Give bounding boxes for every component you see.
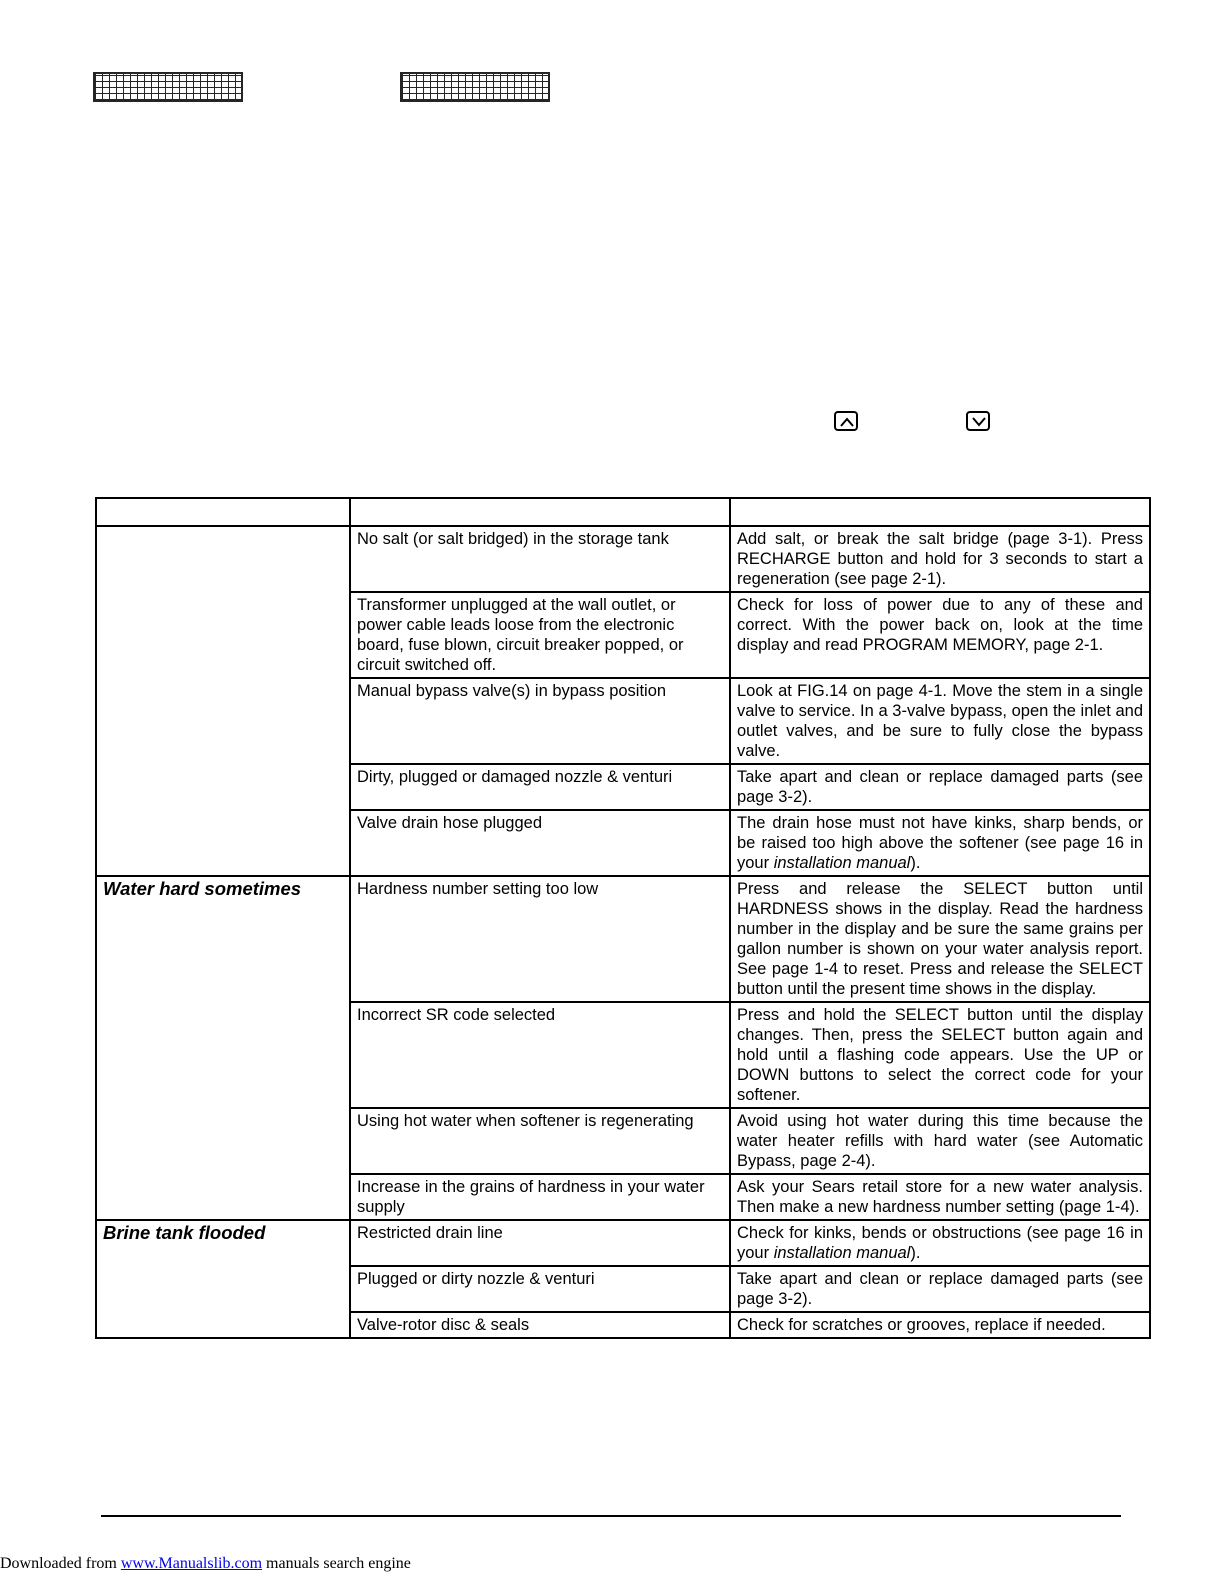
cause-cell: Manual bypass valve(s) in bypass position [350, 678, 730, 764]
remedy-cell: Take apart and clean or replace damaged parts (see page 3-2). [730, 764, 1150, 810]
header-remedy [730, 498, 1150, 526]
manual-reference: installation manual [773, 1244, 911, 1262]
cause-cell: Valve drain hose plugged [350, 810, 730, 876]
manual-reference: installation manual [773, 854, 911, 872]
table-row [96, 1220, 1150, 1266]
manualslib-link[interactable]: www.Manualslib.com [120, 1555, 263, 1572]
remedy-cell: Look at FIG.14 on page 4-1. Move the stem in a single valve to service. In a 3-valve bypass, open the inlet and outlet valves, and be sure to fully close the bypass valve. [730, 678, 1150, 764]
cause-cell: No salt (or salt bridged) in the storage tank [350, 526, 730, 592]
remedy-cell: Take apart and clean or replace damaged parts (see page 3-2). [730, 1266, 1150, 1312]
remedy-text-end: ). [910, 1244, 921, 1262]
cause-cell: Hardness number setting too low [350, 876, 730, 1002]
table-header-row [96, 498, 1150, 526]
remedy-cell: Check for scratches or grooves, replace if needed. [730, 1312, 1150, 1338]
header-cause [350, 498, 730, 526]
hatched-placeholder-box-right [400, 72, 550, 102]
download-note-prefix: Downloaded from [0, 1555, 121, 1572]
download-note-suffix: manuals search engine [262, 1555, 411, 1572]
problem-cell: Brine tank flooded [96, 1220, 350, 1338]
hatched-placeholder-box-left [93, 72, 243, 102]
table-row [96, 526, 1150, 592]
cause-cell: Dirty, plugged or damaged nozzle & venturi [350, 764, 730, 810]
footer-rule [101, 1515, 1121, 1517]
problem-cell [96, 526, 350, 876]
cause-cell: Valve-rotor disc & seals [350, 1312, 730, 1338]
remedy-cell: Add salt, or break the salt bridge (page 3-1). Press RECHARGE button and hold for 3 seconds to start a regeneration (see page 2-1). [730, 526, 1150, 592]
cause-cell: Increase in the grains of hardness in your water supply [350, 1174, 730, 1220]
cause-cell: Restricted drain line [350, 1220, 730, 1266]
cause-cell: Transformer unplugged at the wall outlet, or power cable leads loose from the electronic board, fuse blown, circuit breaker popped, or circuit switched off. [350, 592, 730, 678]
remedy-text: The drain hose must not have kinks, sharp bends, or be raised too high above the softener (see page 16 in your [737, 814, 1143, 872]
remedy-cell [730, 1220, 1150, 1266]
remedy-cell: Ask your Sears retail store for a new water analysis. Then make a new hardness number setting (page 1-4). [730, 1174, 1150, 1220]
remedy-cell: Press and release the SELECT button until HARDNESS shows in the display. Read the hardness number in the display and be sure the same grains per gallon number is shown on your water analysis report. See page 1-4 to reset. Press and release the SELECT button until the present time shows in the display. [730, 876, 1150, 1002]
table-row [96, 876, 1150, 1002]
remedy-text: Check for kinks, bends or obstructions (see page 16 in your [737, 1224, 1143, 1262]
remedy-cell: Check for loss of power due to any of these and correct. With the power back on, look at the time display and read PROGRAM MEMORY, page 2-1. [730, 592, 1150, 678]
remedy-cell: Press and hold the SELECT button until the display changes. Then, press the SELECT button again and hold until a flashing code appears. Use the UP or DOWN buttons to select the correct code for your softener. [730, 1002, 1150, 1108]
remedy-text-end: ). [910, 854, 921, 872]
cause-cell: Plugged or dirty nozzle & venturi [350, 1266, 730, 1312]
up-button-icon [834, 411, 858, 431]
problem-cell: Water hard sometimes [96, 876, 350, 1220]
download-note [0, 1555, 411, 1573]
header-problem [96, 498, 350, 526]
cause-cell: Incorrect SR code selected [350, 1002, 730, 1108]
remedy-cell [730, 810, 1150, 876]
remedy-cell: Avoid using hot water during this time because the water heater refills with hard water (see Automatic Bypass, page 2-4). [730, 1108, 1150, 1174]
troubleshooting-table [95, 497, 1151, 1339]
cause-cell: Using hot water when softener is regenerating [350, 1108, 730, 1174]
down-button-icon [966, 411, 990, 431]
